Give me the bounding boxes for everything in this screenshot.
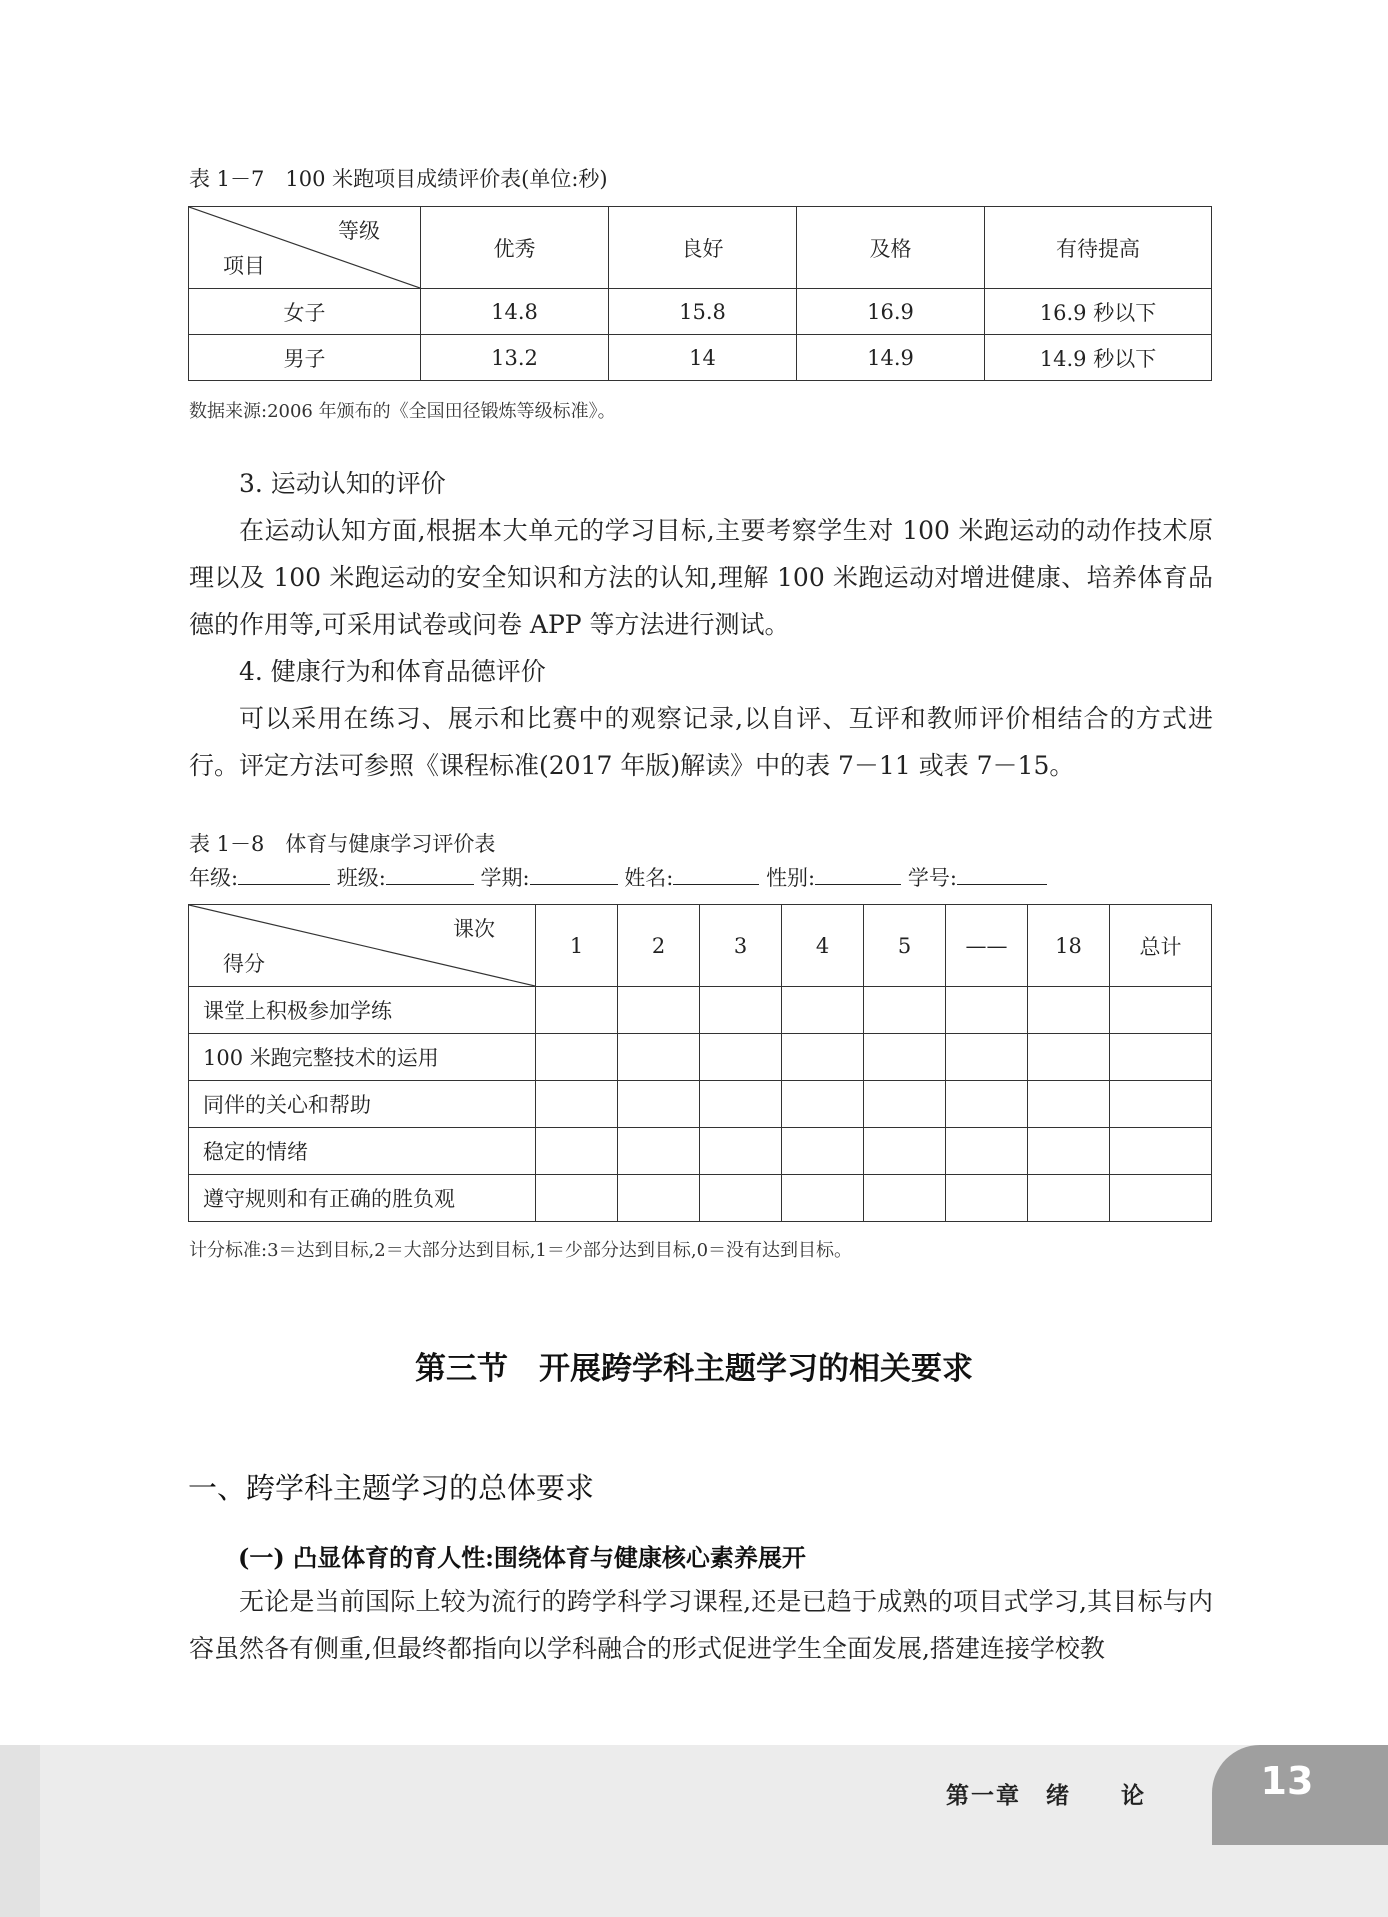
row-label: 遵守规则和有正确的胜负观	[189, 1175, 536, 1222]
corner-header-item: 项目	[223, 254, 265, 278]
table-row	[189, 1034, 1212, 1081]
table-row	[189, 1128, 1212, 1175]
row-label: 女子	[189, 289, 421, 335]
header-cell: 1	[536, 905, 618, 987]
section-4-heading: 4. 健康行为和体育品德评价	[239, 657, 546, 686]
section-4-body: 可以采用在练习、展示和比赛中的观察记录,以自评、互评和教师评价相结合的方式进行。评定方法可参照《课程标准(2017 年版)解读》中的表 7－11 或表 7－15。	[189, 704, 1213, 780]
header-cell: 良好	[609, 207, 797, 289]
student-id-field-label: 学号:	[907, 866, 957, 890]
subsection-title: 一、跨学科主题学习的总体要求	[188, 1471, 595, 1505]
table-cell: 13.2	[421, 335, 609, 381]
total-cell[interactable]	[1110, 1175, 1212, 1222]
score-cell[interactable]	[946, 1081, 1028, 1128]
header-cell: 5	[864, 905, 946, 987]
total-cell[interactable]	[1110, 1034, 1212, 1081]
corner-header-lesson: 课次	[453, 917, 495, 941]
page-number: 13	[1260, 1759, 1314, 1803]
table-row	[189, 987, 1212, 1034]
table-cell: 14.9	[797, 335, 985, 381]
section-title: 第三节 开展跨学科主题学习的相关要求	[415, 1351, 973, 1387]
score-cell[interactable]	[1028, 1034, 1110, 1081]
name-field-label: 姓名:	[624, 866, 674, 890]
footer-edge	[0, 1745, 40, 1917]
footer-chapter-title: 第一章 绪 论	[946, 1783, 1146, 1809]
total-cell[interactable]	[1110, 1128, 1212, 1175]
score-cell[interactable]	[700, 1128, 782, 1175]
score-cell[interactable]	[782, 1175, 864, 1222]
table-cell: 15.8	[609, 289, 797, 335]
table-row	[189, 1081, 1212, 1128]
score-cell[interactable]	[700, 1034, 782, 1081]
corner-header-score: 得分	[223, 952, 265, 976]
row-label: 稳定的情绪	[189, 1128, 536, 1175]
score-cell[interactable]	[536, 1128, 618, 1175]
score-cell[interactable]	[1028, 1081, 1110, 1128]
score-cell[interactable]	[700, 1175, 782, 1222]
score-cell[interactable]	[536, 1034, 618, 1081]
header-cell: 及格	[797, 207, 985, 289]
score-cell[interactable]	[618, 1175, 700, 1222]
score-cell[interactable]	[782, 1081, 864, 1128]
score-cell[interactable]	[946, 1175, 1028, 1222]
point-1-body	[189, 1578, 1213, 1672]
table-row	[189, 289, 1212, 335]
table-row	[189, 335, 1212, 381]
score-cell[interactable]	[618, 1128, 700, 1175]
table-1-8-caption: 表 1－8 体育与健康学习评价表	[189, 832, 496, 856]
table-1-7-corner-cell	[189, 207, 421, 289]
point-1-heading: (一) 凸显体育的育人性:围绕体育与健康核心素养展开	[238, 1543, 806, 1572]
score-cell[interactable]	[946, 1128, 1028, 1175]
header-cell: 总计	[1110, 905, 1212, 987]
table-1-7-source: 数据来源:2006 年颁布的《全国田径锻炼等级标准》。	[189, 401, 616, 422]
section-3-heading: 3. 运动认知的评价	[239, 469, 446, 498]
row-label: 课堂上积极参加学练	[189, 987, 536, 1034]
point-1-body-text: 无论是当前国际上较为流行的跨学科学习课程,还是已趋于成熟的项目式学习,其目标与内容虽然各有侧重,但最终都指向以学科融合的形式促进学生全面发展,搭建连接学校教	[189, 1587, 1213, 1663]
header-cell: 18	[1028, 905, 1110, 987]
score-cell[interactable]	[700, 987, 782, 1034]
table-cell: 16.9 秒以下	[985, 289, 1212, 335]
table-1-7-caption: 表 1－7 100 米跑项目成绩评价表(单位:秒)	[189, 167, 608, 191]
header-cell: ——	[946, 905, 1028, 987]
section-3	[189, 460, 1213, 789]
score-cell[interactable]	[946, 1034, 1028, 1081]
table-1-8	[188, 904, 1212, 1222]
class-field[interactable]	[386, 866, 474, 885]
header-cell: 3	[700, 905, 782, 987]
term-field[interactable]	[530, 866, 618, 885]
score-cell[interactable]	[618, 1034, 700, 1081]
header-cell: 4	[782, 905, 864, 987]
student-id-field[interactable]	[957, 866, 1047, 885]
score-cell[interactable]	[536, 1175, 618, 1222]
gender-field-label: 性别:	[766, 866, 816, 890]
header-cell: 有待提高	[985, 207, 1212, 289]
row-label: 100 米跑完整技术的运用	[189, 1034, 536, 1081]
table-cell: 16.9	[797, 289, 985, 335]
gender-field[interactable]	[815, 866, 901, 885]
table-1-8-fields	[189, 862, 1047, 892]
score-cell[interactable]	[618, 987, 700, 1034]
row-label: 同伴的关心和帮助	[189, 1081, 536, 1128]
score-cell[interactable]	[700, 1081, 782, 1128]
score-cell[interactable]	[1028, 1175, 1110, 1222]
header-cell: 优秀	[421, 207, 609, 289]
score-cell[interactable]	[864, 1034, 946, 1081]
term-field-label: 学期:	[480, 866, 530, 890]
score-cell[interactable]	[782, 1128, 864, 1175]
corner-header-grade: 等级	[338, 219, 380, 243]
table-cell: 14.9 秒以下	[985, 335, 1212, 381]
class-field-label: 班级:	[336, 866, 386, 890]
score-cell[interactable]	[864, 1081, 946, 1128]
score-cell[interactable]	[618, 1081, 700, 1128]
score-cell[interactable]	[536, 987, 618, 1034]
footer-band	[0, 1745, 1388, 1917]
table-cell: 14	[609, 335, 797, 381]
total-cell[interactable]	[1110, 987, 1212, 1034]
section-3-body: 在运动认知方面,根据本大单元的学习目标,主要考察学生对 100 米跑运动的动作技术原理以及 100 米跑运动的安全知识和方法的认知,理解 100 米跑运动对增进健康、培养体育品德的作用等,可采用试卷或问卷 APP 等方法进行测试。	[189, 516, 1213, 639]
table-1-8-corner-cell	[189, 905, 536, 987]
header-cell: 2	[618, 905, 700, 987]
score-cell[interactable]	[1028, 987, 1110, 1034]
table-1-8-scoring-note: 计分标准:3＝达到目标,2＝大部分达到目标,1＝少部分达到目标,0＝没有达到目标。	[189, 1240, 853, 1261]
grade-field-label: 年级:	[189, 866, 239, 890]
score-cell[interactable]	[946, 987, 1028, 1034]
score-cell[interactable]	[536, 1081, 618, 1128]
score-cell[interactable]	[1028, 1128, 1110, 1175]
total-cell[interactable]	[1110, 1081, 1212, 1128]
grade-field[interactable]	[238, 866, 330, 885]
score-cell[interactable]	[864, 987, 946, 1034]
score-cell[interactable]	[782, 987, 864, 1034]
name-field[interactable]	[673, 866, 759, 885]
score-cell[interactable]	[864, 1175, 946, 1222]
table-cell: 14.8	[421, 289, 609, 335]
row-label: 男子	[189, 335, 421, 381]
score-cell[interactable]	[864, 1128, 946, 1175]
table-row	[189, 1175, 1212, 1222]
table-1-7	[188, 206, 1212, 381]
score-cell[interactable]	[782, 1034, 864, 1081]
